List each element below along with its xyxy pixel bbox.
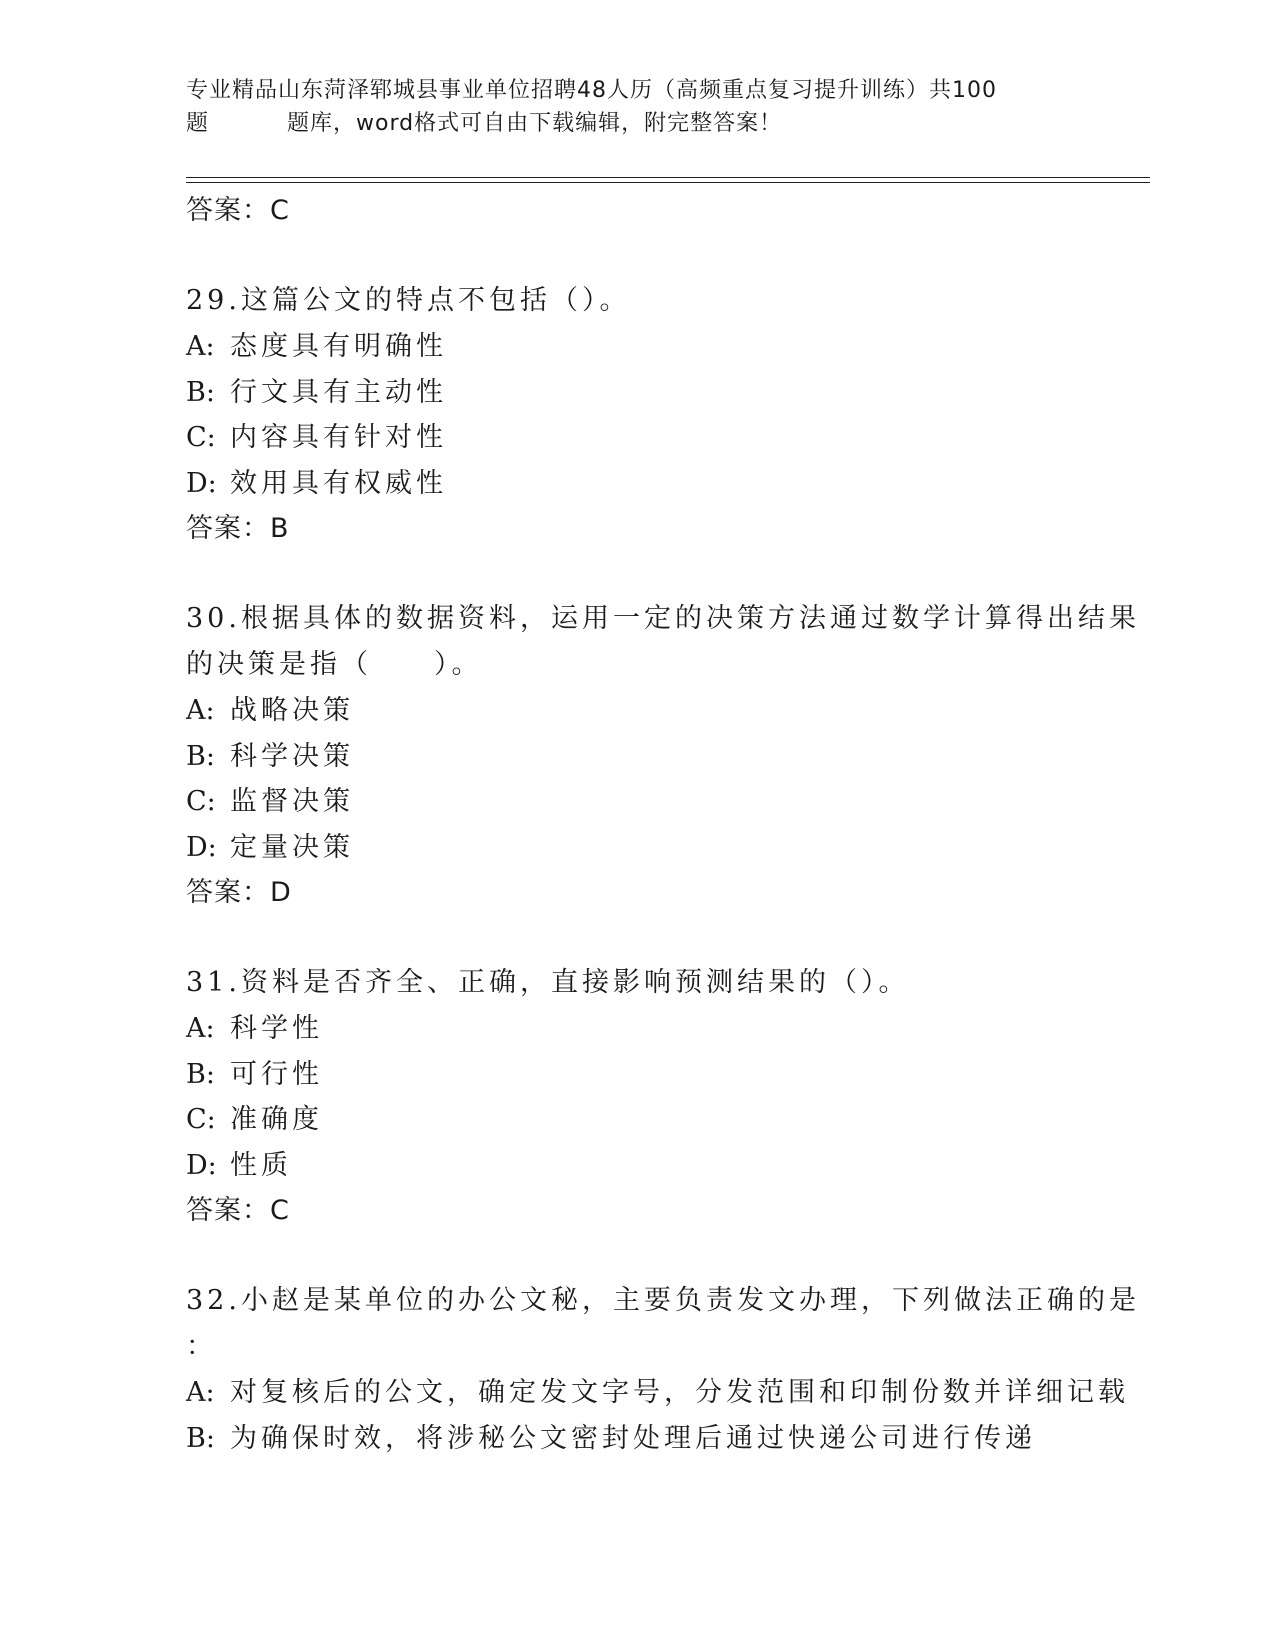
- answer-option: [186, 1370, 1129, 1416]
- option-key: D:: [186, 1149, 217, 1181]
- question-stem: 29.这篇公文的特点不包括（）。: [186, 285, 631, 316]
- option-key: A:: [186, 331, 215, 362]
- option-key: B:: [186, 376, 215, 408]
- document-body: [186, 188, 1140, 1461]
- answer-option: [186, 370, 1086, 416]
- option-key: C:: [186, 1104, 216, 1135]
- answer-option: [186, 1097, 1086, 1143]
- option-key: A:: [186, 1013, 215, 1044]
- question-block: [186, 278, 1086, 552]
- question-list: [186, 278, 1140, 1461]
- answer-option: [186, 734, 1086, 780]
- option-key: A:: [186, 695, 215, 726]
- option-text: 监督决策: [230, 786, 354, 817]
- option-text: 性质: [230, 1149, 292, 1181]
- option-key: A:: [186, 1377, 215, 1408]
- option-text: 科学性: [230, 1013, 323, 1044]
- header-rule-bottom: [186, 182, 1150, 183]
- question-stem: 32.小赵是某单位的办公文秘，主要负责发文办理，下列做法正确的是: [186, 1285, 1140, 1316]
- option-text: 可行性: [230, 1058, 323, 1090]
- option-text: 行文具有主动性: [230, 376, 447, 408]
- answer-option: [186, 1416, 1086, 1462]
- question-stem: ：: [186, 1331, 217, 1362]
- question-stem: 31.资料是否齐全、正确，直接影响预测结果的（）。: [186, 967, 910, 998]
- option-text: 内容具有针对性: [230, 422, 447, 453]
- answer-option: [186, 461, 1086, 507]
- answer-option: [186, 324, 1086, 370]
- option-text: 准确度: [230, 1104, 323, 1135]
- answer-line: 答案：C: [186, 195, 290, 226]
- question-block: [186, 960, 1086, 1234]
- header-title-line2-left: 题: [186, 111, 210, 136]
- option-key: C:: [186, 786, 216, 817]
- option-key: B:: [186, 1422, 215, 1454]
- answer-option: [186, 1052, 1086, 1098]
- answer-option: [186, 1006, 1086, 1052]
- option-text: 对复核后的公文，确定发文字号，分发范围和印制份数并详细记载: [230, 1377, 1129, 1408]
- question-block: [186, 1278, 1140, 1461]
- header-title-line1: 专业精品山东菏泽郓城县事业单位招聘48人历（高频重点复习提升训练）共100: [186, 78, 997, 103]
- option-key: B:: [186, 740, 215, 772]
- answer-option: [186, 779, 1086, 825]
- question-stem: 的决策是指（ ）。: [186, 649, 483, 680]
- page-header: [186, 74, 1086, 140]
- option-key: B:: [186, 1058, 215, 1090]
- answer-line: 答案：D: [186, 877, 292, 908]
- answer-option: [186, 415, 1086, 461]
- option-text: 为确保时效，将涉秘公文密封处理后通过快递公司进行传递: [230, 1422, 1036, 1454]
- option-text: 战略决策: [230, 695, 354, 726]
- header-title-line2-right: 题库，word格式可自由下载编辑，附完整答案！: [287, 111, 783, 136]
- answer-line: 答案：C: [186, 1195, 290, 1226]
- answer-option: [186, 688, 1086, 734]
- option-text: 定量决策: [230, 831, 354, 863]
- option-key: D:: [186, 831, 217, 863]
- question-block: [186, 596, 1140, 916]
- answer-option: [186, 1143, 1086, 1189]
- answer-line: 答案：B: [186, 513, 290, 544]
- header-title-line2: [186, 107, 1086, 140]
- option-key: C:: [186, 422, 216, 453]
- header-rule-top: [186, 177, 1150, 178]
- option-key: D:: [186, 467, 217, 499]
- option-text: 态度具有明确性: [230, 331, 447, 362]
- question-stem: 30.根据具体的数据资料，运用一定的决策方法通过数学计算得出结果: [186, 603, 1140, 634]
- option-text: 科学决策: [230, 740, 354, 772]
- answer-option: [186, 825, 1086, 871]
- option-text: 效用具有权威性: [230, 467, 447, 499]
